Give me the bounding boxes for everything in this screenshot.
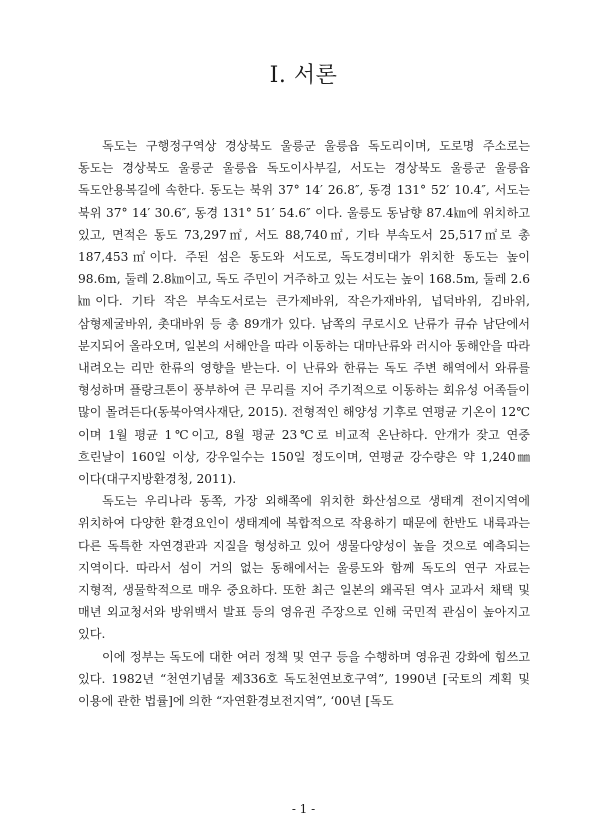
section-title: I. 서론	[269, 63, 338, 88]
paragraph-1: 독도는 구행정구역상 경상북도 울릉군 울릉읍 독도리이며, 도로명 주소로는 동도는 경상북도 울릉군 울릉읍 독도이사부길, 서도는 경상북도 울릉군 울릉읍 독도안용복길에 속한다. 동도는 북위 37° 14′ 26.8″, 동경 131° 52′ 10.4″, 서도는 북위 37° 14′ 30.6″, 동경 131° 51′ 54.6″ 이다. 울릉도 동남향 87.4㎞에 위치하고 있고, 면적은 동도 73,297㎡, 서도 88,740㎡, 기타 부속도서 25,517㎡로 총 187,453㎡이다. 주된 섬은 동도와 서도로, 독도경비대가 위치한 동도는 높이 98.6m, 둘레 2.8㎞이고, 독도 주민이 거주하고 있는 서도는 높이 168.5m, 둘레 2.6㎞이다. 기타 작은 부속도서로는 큰가제바위, 작은가재바위, 넙덕바위, 김바위, 삼형제굴바위, 촛대바위 등 총 89개가 있다. 남쪽의 쿠로시오 난류가 큐슈 남단에서 분지되어 올라오며, 일본의 서해안을 따라 이동하는 대마난류와 러시아 동해안을 따라 내려오는 리만 한류의 영향을 받는다. 이 난류와 한류는 독도 주변 해역에서 와류를 형성하며 플랑크톤이 풍부하여 큰 무리를 지어 주기적으로 이동하는 회유성 어족들이 많이 몰려든다(동북아역사재단, 2015). 전형적인 해양성 기후로 연평균 기온이 12℃이며 1월 평균 1℃이고, 8월 평균 23℃로 비교적 온난하다. 안개가 잦고 연중 흐린날이 160일 이상, 강우일수는 150일 정도이며, 연평균 강수량은 약 1,240㎜이다(대구지방환경청, 2011).	[78, 139, 530, 487]
page-number: - 1 -	[291, 802, 316, 816]
paragraph-2: 독도는 우리나라 동쪽, 가장 외해쪽에 위치한 화산섬으로 생태계 전이지역에 위치하여 다양한 환경요인이 생태계에 복합적으로 작용하기 때문에 한반도 내륙과는 다른 독특한 자연경관과 지질을 형성하고 있어 생물다양성이 높을 것으로 예측되는 지역이다. 따라서 섬이 거의 없는 동해에서는 울릉도와 함께 독도의 연구 자료는 지형적, 생물학적으로 매우 중요하다. 또한 최근 일본의 왜곡된 역사 교과서 채택 및 매년 외교청서와 방위백서 발표 등의 영유권 주장으로 인해 국민적 관심이 높아지고 있다.	[78, 494, 530, 642]
paragraph-3: 이에 정부는 독도에 대한 여러 정책 및 연구 등을 수행하며 영유권 강화에 힘쓰고 있다. 1982년 “천연기념물 제336호 독도천연보호구역”, 1990년 [국토의 계획 및 이용에 관한 법률]에 의한 “자연환경보전지역”, ‘00년 [독도	[78, 649, 530, 709]
body-text	[78, 135, 530, 712]
